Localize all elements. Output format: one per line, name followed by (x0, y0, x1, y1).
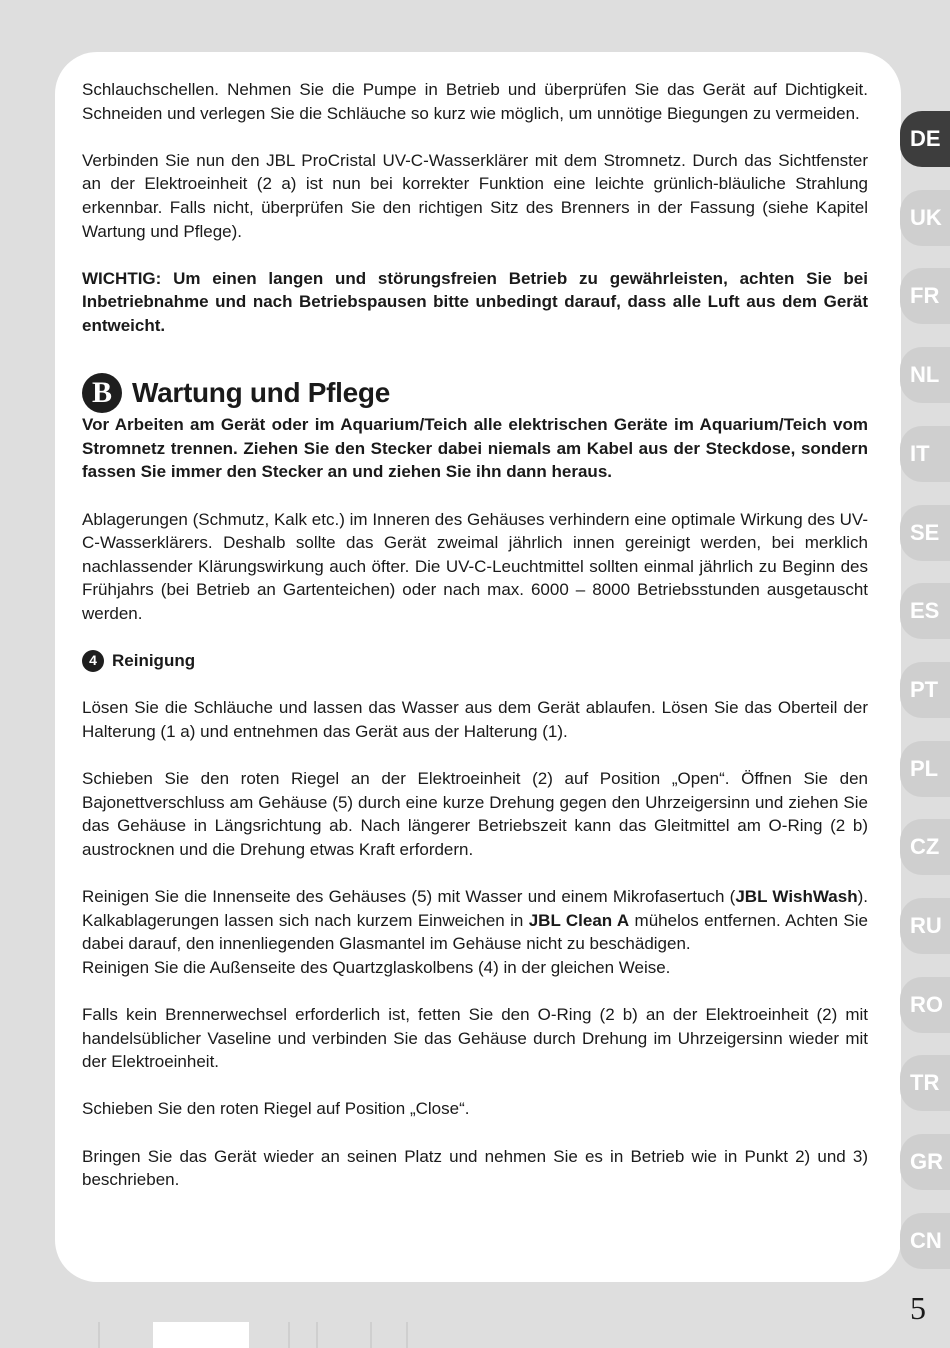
language-tab-cz[interactable]: CZ (900, 819, 950, 875)
step-release-hoses: Lösen Sie die Schläuche und lassen das Wasser aus dem Gerät ablaufen. Lösen Sie das Oberteil der Halterung (1 a) und entnehmen das Gerät aus der Halterung (1). (82, 698, 868, 741)
section-warning: Vor Arbeiten am Gerät oder im Aquarium/Teich alle elektrischen Geräte im Aquarium/Teich vom Stromnetz trennen. Ziehen Sie den Stecker dabei niemals am Kabel aus der Steckdose, sondern fassen Sie immer den Stecker an und ziehen Sie ihn dann heraus. (82, 415, 868, 482)
step-open-housing: Schieben Sie den roten Riegel an der Elektroeinheit (2) auf Position „Open“. Öffnen Sie den Bajonettverschluss am Gehäuse (5) durch eine kurze Drehung gegen den Uhrzeigersinn und ziehen Sie das Gehäuse in Längsrichtung ab. Nach längerer Betriebszeit kann das Gleitmittel am O-Ring (2 b) austrocknen und die Drehung etwas Kraft erfordern. (82, 769, 868, 859)
language-tab-se[interactable]: SE (900, 505, 950, 561)
section-heading (82, 373, 868, 413)
footer-tick (370, 1322, 372, 1348)
language-tab-ru[interactable]: RU (900, 898, 950, 954)
paragraph-important-notice: WICHTIG: Um einen langen und störungsfreien Betrieb zu gewährleisten, achten Sie bei Inbetriebnahme und nach Betriebspausen bitte unbedingt darauf, dass alle Luft aus dem Gerät entweicht. (82, 268, 868, 335)
footer-tick (98, 1322, 100, 1348)
step-close-latch: Schieben Sie den roten Riegel auf Position „Close“. (82, 1099, 470, 1119)
language-tab-uk[interactable]: UK (900, 190, 950, 246)
document-body (82, 78, 868, 1192)
language-tab-nl[interactable]: NL (900, 347, 950, 403)
paragraph-power-connection: Verbinden Sie nun den JBL ProCristal UV-C-Wasserklärer mit dem Stromnetz. Durch das Sichtfenster an der Elektroeinheit (2 a) ist nun bei korrekter Funktion eine leichte grünlich-bläuliche Strahlung erkennbar. Falls nicht, überprüfen Sie den richtigen Sitz des Brenners in der Fassung (siehe Kapitel Wartung und Pflege). (82, 150, 868, 241)
paragraph-hose-clamps: Schlauchschellen. Nehmen Sie die Pumpe in Betrieb und überprüfen Sie das Gerät auf Dichtigkeit. Schneiden und verlegen Sie die Schläuche so kurz wie möglich, um unnötige Biegungen zu vermeiden. (82, 80, 868, 123)
section-letter-badge: B (82, 373, 122, 413)
footer-strip (153, 1322, 249, 1348)
subsection-number-badge: 4 (82, 650, 104, 672)
step-clean-quartz: Reinigen Sie die Außenseite des Quartzglaskolbens (4) in der gleichen Weise. (82, 957, 671, 977)
language-tab-es[interactable]: ES (900, 583, 950, 639)
subsection-title: Reinigung (112, 651, 196, 671)
footer-tick (406, 1322, 408, 1348)
language-tab-pl[interactable]: PL (900, 741, 950, 797)
language-tab-tr[interactable]: TR (900, 1055, 950, 1111)
step-clean-housing: Reinigen Sie die Innenseite des Gehäuses (5) mit Wasser und einem Mikrofasertuch (JBL WishWash). Kalkablagerungen lassen sich nach kurzem Einweichen in JBL Clean A mühelos entfernen. Achten Sie dabei darauf, den innenliegenden Glasmantel im Gehäuse nicht zu beschädigen. Reinigen Sie die Außenseite des Quartzglaskolbens (4) in der gleichen Weise. (82, 885, 868, 979)
language-tab-de[interactable]: DE (900, 111, 950, 167)
section-intro: Ablagerungen (Schmutz, Kalk etc.) im Inneren des Gehäuses verhindern eine optimale Wirkung des UV-C-Wasserklärers. Deshalb sollte das Gerät zweimal jährlich innen gereinigt werden, bei merklich nachlassender Klärungswirkung auch öfter. Die UV-C-Leuchtmittel sollten einmal jährlich zu Beginn des Frühjahrs (bei Betrieb an Gartenteichen) oder nach max. 6000 – 8000 Betriebsstunden ausgetauscht werden. (82, 509, 868, 623)
step-grease-oring: Falls kein Brennerwechsel erforderlich ist, fetten Sie den O-Ring (2 b) an der Elektroeinheit (2) mit handelsüblicher Vaseline und verbinden Sie das Gehäuse durch Drehung im Uhrzeigersinn wieder mit der Elektroeinheit. (82, 1004, 868, 1072)
product-wishwash: JBL WishWash (735, 887, 858, 906)
footer-tick (316, 1322, 318, 1348)
language-tab-gr[interactable]: GR (900, 1134, 950, 1190)
section-title: Wartung und Pflege (132, 377, 390, 409)
footer-tick (288, 1322, 290, 1348)
step-reinstall: Bringen Sie das Gerät wieder an seinen Platz und nehmen Sie es in Betrieb wie in Punkt 2) und 3) beschrieben. (82, 1146, 868, 1190)
page-number: 5 (910, 1290, 926, 1326)
language-tab-fr[interactable]: FR (900, 268, 950, 324)
product-clean-a: JBL Clean A (528, 910, 630, 930)
language-tab-it[interactable]: IT (900, 426, 950, 482)
language-tab-cn[interactable]: CN (900, 1213, 950, 1269)
subsection-heading (82, 649, 868, 673)
language-tab-pt[interactable]: PT (900, 662, 950, 718)
language-tab-ro[interactable]: RO (900, 977, 950, 1033)
